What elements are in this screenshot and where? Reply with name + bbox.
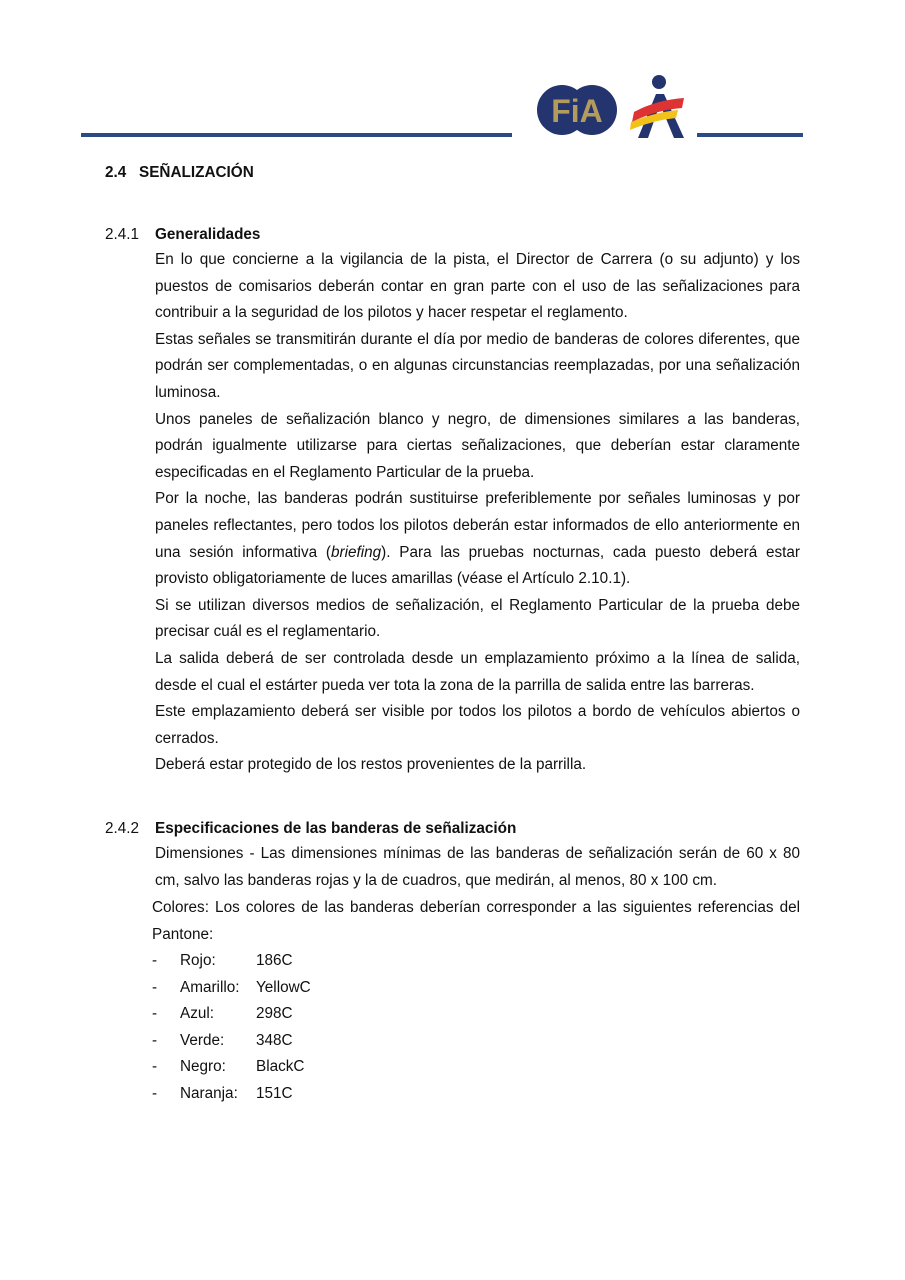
pantone-name: Azul:: [180, 1005, 215, 1023]
paragraph: Unos paneles de señalización blanco y negro, de dimensiones similares a las banderas, podrán igualmente utilizarse para ciertas señalizaciones, que deberían estar claramente especificadas en el Reglamento Particular de la prueba.: [155, 410, 800, 481]
pantone-bullet: -: [152, 1085, 158, 1102]
pantone-code: 186C: [256, 952, 293, 969]
pantone-code: BlackC: [256, 1058, 305, 1076]
header-rule-left: [81, 133, 512, 137]
pantone-bullet: -: [152, 1031, 158, 1049]
pantone-name: Amarillo:: [180, 978, 240, 996]
paragraph: Este emplazamiento deberá ser visible por todos los pilotos a bordo de vehículos abiertos o cerrados.: [155, 703, 800, 747]
rfeda-logo: [626, 72, 692, 140]
pantone-name: Rojo:: [180, 952, 216, 969]
text: Por la noche, las banderas podrán sustituirse preferiblemente por señales luminosas y por paneles reflectantes, pero todos los pilotos deberán estar informados de ello anteriormente en una sesión informativa (: [155, 490, 800, 561]
italic-text: briefing: [330, 543, 382, 561]
pantone-bullet: -: [152, 952, 158, 969]
svg-text:FiA: FiA: [551, 93, 603, 129]
generalidades-body: [155, 247, 800, 779]
fia-logo: [536, 82, 620, 138]
pantone-name: Verde:: [180, 1031, 225, 1049]
subsection-title: Generalidades: [155, 226, 261, 243]
pantone-code: 151C: [256, 1085, 293, 1102]
pantone-bullet: -: [152, 1058, 158, 1076]
header-rule-right: [697, 133, 803, 137]
pantone-code: 348C: [256, 1031, 293, 1049]
paragraph: En lo que concierne a la vigilancia de la pista, el Director de Carrera (o su adjunto) y los puestos de comisarios deberán contar en gran parte con el uso de las señalizaciones para contribuir a la seguridad de los pilotos y hacer respetar el reglamento.: [155, 251, 800, 322]
pantone-code: 298C: [256, 1005, 293, 1023]
section-heading: [105, 164, 254, 182]
subsection-title: Especificaciones de las banderas de señalización: [155, 820, 517, 837]
subsection-number: 2.4.1: [105, 226, 140, 243]
paragraph: [155, 486, 800, 592]
pantone-bullet: -: [152, 978, 158, 996]
pantone-bullet: -: [152, 1005, 158, 1023]
pantone-code: YellowC: [256, 978, 311, 996]
text: ). Para las pruebas nocturnas, cada puesto deberá estar provisto obligatoriamente de luces amarillas (véase el Artículo 2.10.1).: [155, 543, 800, 588]
pantone-name: Negro:: [180, 1058, 226, 1076]
paragraph: Si se utilizan diversos medios de señalización, el Reglamento Particular de la prueba debe precisar cuál es el reglamentario.: [155, 596, 800, 641]
paragraph: Estas señales se transmitirán durante el día por medio de banderas de colores diferentes, que podrán ser complementadas, o en algunas circunstancias reemplazadas, por una señalización luminosa.: [155, 330, 800, 401]
paragraph: La salida deberá de ser controlada desde un emplazamiento próximo a la línea de salida, desde el cual el estárter pueda ver tota la zona de la parrilla de salida entre las barreras.: [155, 649, 800, 694]
pantone-name: Naranja:: [180, 1085, 238, 1102]
dimensiones-paragraph: Dimensiones - Las dimensiones mínimas de las banderas de señalización serán de 60 x 80 cm, salvo las banderas rojas y la de cuadros, que medirán, al menos, 80 x 100 cm.: [155, 845, 800, 889]
paragraph: Deberá estar protegido de los restos provenientes de la parrilla.: [155, 756, 587, 774]
subsection-number: 2.4.2: [105, 820, 140, 837]
section-title: SEÑALIZACIÓN: [139, 164, 254, 181]
colores-paragraph: Colores: Los colores de las banderas deberían corresponder a las siguientes referencias del Pantone:: [152, 899, 800, 943]
section-number: 2.4: [105, 164, 127, 181]
